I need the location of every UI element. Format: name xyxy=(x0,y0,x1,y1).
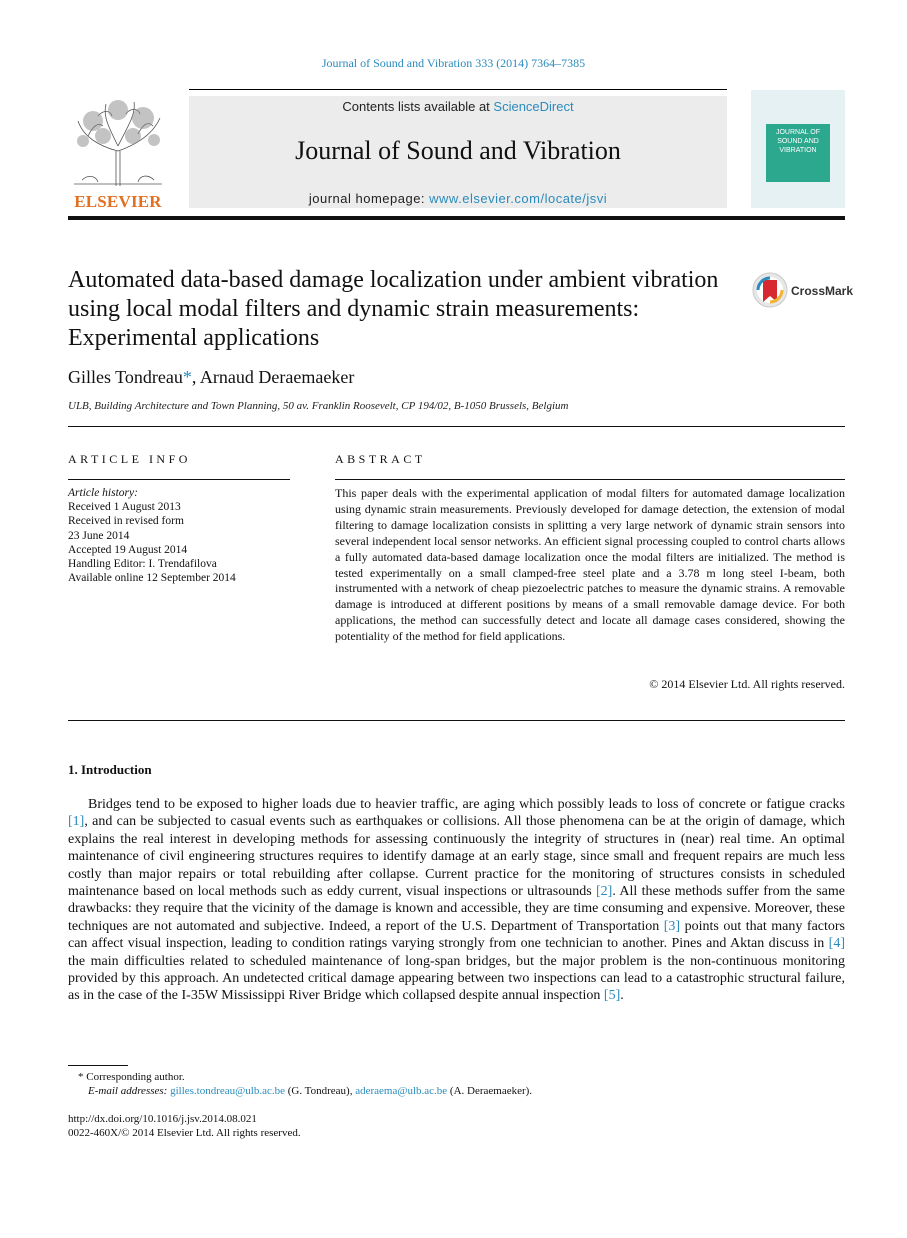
author-name: Gilles Tondreau xyxy=(68,367,183,387)
abstract-divider xyxy=(68,720,845,721)
article-info-rule xyxy=(68,479,290,480)
history-line: Received 1 August 2013 xyxy=(68,501,181,514)
affiliation: ULB, Building Architecture and Town Planning, 50 av. Franklin Roosevelt, CP 194/02, B-1050 Brussels, Belgium xyxy=(68,400,569,412)
history-line: Accepted 19 August 2014 xyxy=(68,543,188,556)
article-info-heading: ARTICLE INFO xyxy=(68,452,191,466)
sciencedirect-link[interactable]: ScienceDirect xyxy=(493,99,574,114)
history-label: Article history: xyxy=(68,487,138,499)
abstract-text: This paper deals with the experimental application of modal filters for automated damage localization using dynamic strain measurements. Previously developed for damage detection, the extension of modal filtering to damage localization consists in splitting a very large network of dynamic strain sensors into several independent local sensor networks. An efficient signal processing coupled to control charts allows a fully automated data-based damage localization once the modal filters are initialized. The method is tested experimentally on a small clamped-free steel plate and a 3.78 m long steel I-beam, both instrumented with a network of cheap piezoelectric patches to measure the dynamic strains. A removable damage is introduced at different positions by means of a small removable damage device. For both applications, the method can successfully detect and locate all damage cases considered, showing the potentiality of the method for field applications. xyxy=(335,486,845,644)
author-list xyxy=(68,367,354,388)
reference-link[interactable]: [5] xyxy=(603,988,621,1004)
history-line: Available online 12 September 2014 xyxy=(68,572,236,585)
reference-link[interactable]: [2] xyxy=(596,884,613,900)
email-link[interactable]: aderaema@ulb.ac.be xyxy=(355,1085,448,1097)
email-label: E-mail addresses: xyxy=(88,1085,171,1097)
email-owner: (A. Deraemaeker). xyxy=(447,1085,533,1097)
article-history xyxy=(68,486,293,585)
journal-cover-text: JOURNAL OF SOUND AND VIBRATION xyxy=(775,129,821,154)
abstract-heading: ABSTRACT xyxy=(335,452,426,466)
homepage-line xyxy=(189,191,727,206)
reference-link[interactable]: [1] xyxy=(68,814,85,830)
contents-line xyxy=(189,99,727,114)
reference-link[interactable]: [3] xyxy=(663,918,681,934)
email-link[interactable]: gilles.tondreau@ulb.ac.be xyxy=(170,1085,285,1097)
homepage-prefix: journal homepage: xyxy=(308,191,430,206)
email-owner: (G. Tondreau), xyxy=(285,1085,356,1097)
journal-title: Journal of Sound and Vibration xyxy=(295,136,621,165)
corresponding-author-note: * Corresponding author. xyxy=(78,1071,185,1083)
email-footnote xyxy=(88,1085,532,1097)
doi-link[interactable]: http://dx.doi.org/10.1016/j.jsv.2014.08.021 xyxy=(68,1113,257,1125)
masthead-bottom-rule xyxy=(68,216,845,220)
contents-prefix: Contents lists available at xyxy=(342,99,494,114)
text-run: . xyxy=(620,988,624,1004)
journal-citation[interactable]: Journal of Sound and Vibration 333 (2014) 7364–7385 xyxy=(321,56,586,70)
text-run: the main difficulties related to scheduled maintenance of long-span bridges, but the major problem is the non-continuous monitoring provided by this approach. An undetected critical damage appearing between two inspections can lead to a catastrophic structural failure, as in the case of the I-35W Mississippi River Bridge which collapsed despite annual inspection xyxy=(68,953,845,1004)
abstract-copyright: © 2014 Elsevier Ltd. All rights reserved. xyxy=(649,677,845,691)
issn-line: 0022-460X/© 2014 Elsevier Ltd. All rights reserved. xyxy=(68,1127,301,1139)
introduction-paragraph xyxy=(68,796,845,1005)
section-heading-introduction: 1. Introduction xyxy=(68,762,152,777)
abstract-rule xyxy=(335,479,845,480)
homepage-link[interactable]: www.elsevier.com/locate/jsvi xyxy=(429,191,608,206)
text-run: , and can be subjected to casual events such as earthquakes or collisions. All those phenomena can be at the origin of damage, which explains the real interest in developing methods for assessing continuously the integrity of structures in (near) real time. An optimal maintenance of civil engineering structures requires to identify damage at an early stage, since small and frequent repairs are much less costly than major repairs or total rebuilding after collapse. Current practice for the monitoring of structures consists in scheduled maintenance based on local methods such as eddy current, visual inspections or ultrasounds xyxy=(68,814,845,900)
text-run: . All these methods suffer from the same drawbacks: they require that the vicinity of the damage is known and accessible, they are time consuming and expensive. Moreover, these techniques are not automated and subjective. Indeed, a report of the U.S. Department of Transportation xyxy=(68,884,845,934)
author-separator: , xyxy=(191,367,200,387)
history-line: 23 June 2014 xyxy=(68,529,130,542)
article-title: Automated data-based damage localization under ambient vibration using local modal filters and dynamic strain measurements: Experimental applications xyxy=(68,267,719,351)
author-name: Arnaud Deraemaeker xyxy=(199,367,355,387)
history-line: Received in revised form xyxy=(68,515,184,528)
elsevier-wordmark: ELSEVIER xyxy=(74,192,162,211)
reference-link[interactable]: [4] xyxy=(828,936,845,952)
footnote-rule xyxy=(68,1065,128,1066)
corresponding-author-marker[interactable]: * xyxy=(182,367,192,387)
text-run: Bridges tend to be exposed to higher loads due to heavier traffic, are aging which possibly leads to loss of concrete or fatigue cracks xyxy=(88,797,845,812)
crossmark-icon[interactable] xyxy=(752,272,788,308)
masthead-top-rule xyxy=(189,89,727,90)
text-run: points out that many factors can affect visual inspection, leading to condition ratings varying strongly from one technician to another. Pines and Aktan discuss in xyxy=(68,918,845,952)
crossmark-label[interactable]: CrossMark xyxy=(791,284,854,298)
history-line: Handling Editor: I. Trendafilova xyxy=(68,558,217,571)
title-divider xyxy=(68,426,845,427)
